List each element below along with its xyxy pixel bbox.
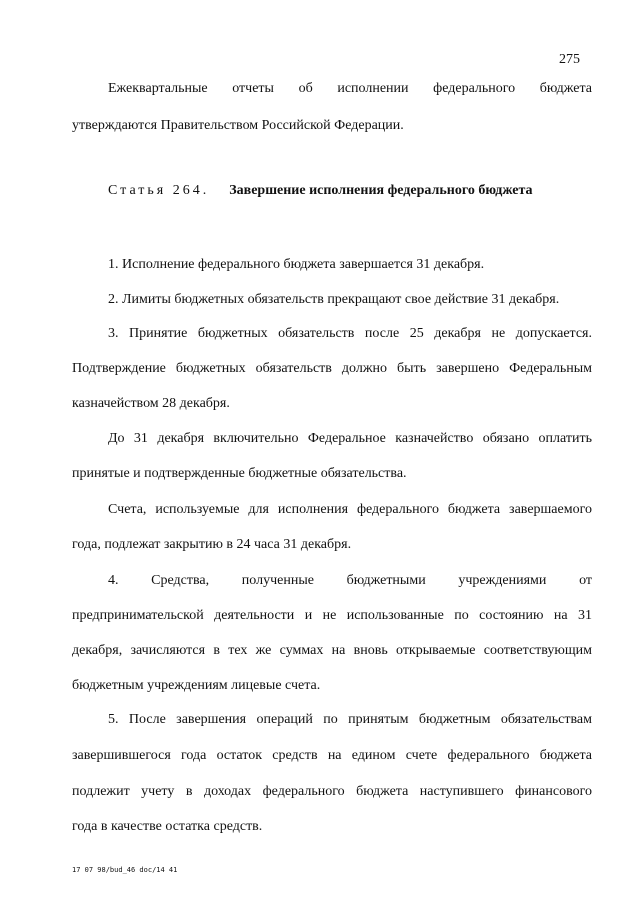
paragraph-7-line-3: подлежит учету в доходах федерального бюджета наступившего финансового <box>72 784 592 799</box>
paragraph-7-line-1: 5. После завершения операций по принятым бюджетным обязательствам <box>108 712 592 727</box>
paragraph-2: 2. Лимиты бюджетных обязательств прекращают свое действие 31 декабря. <box>108 292 560 307</box>
paragraph-1: 1. Исполнение федерального бюджета завершается 31 декабря. <box>108 257 485 272</box>
paragraph-3-line-2: Подтверждение бюджетных обязательств должно быть завершено Федеральным <box>72 361 592 376</box>
paragraph-7-line-4: года в качестве остатка средств. <box>72 819 263 834</box>
paragraph-6-line-2: предпринимательской деятельности и не использованные по состоянию на 31 <box>72 608 592 623</box>
paragraph-3-line-3: казначейством 28 декабря. <box>72 396 230 411</box>
paragraph-6-line-1: 4. Средства, полученные бюджетными учреждениями от <box>108 573 592 588</box>
paragraph-4-line-2: принятые и подтвержденные бюджетные обязательства. <box>72 466 407 481</box>
paragraph-4-line-1: До 31 декабря включительно Федеральное казначейство обязано оплатить <box>108 431 592 446</box>
intro-line-1: Ежеквартальные отчеты об исполнении федерального бюджета <box>108 81 592 96</box>
paragraph-5-line-1: Счета, используемые для исполнения федерального бюджета завершаемого <box>108 502 592 517</box>
footer-file-reference: 17 07 98/bud_46 doc/14 41 <box>72 866 178 874</box>
paragraph-6-line-4: бюджетным учреждениям лицевые счета. <box>72 678 321 693</box>
paragraph-7-line-2: завершившегося года остаток средств на едином счете федерального бюджета <box>72 748 592 763</box>
article-heading <box>108 182 592 200</box>
paragraph-5-line-2: года, подлежат закрытию в 24 часа 31 декабря. <box>72 537 352 552</box>
article-title: Завершение исполнения федерального бюджета <box>229 183 533 198</box>
intro-line-2: утверждаются Правительством Российской Федерации. <box>72 118 404 133</box>
paragraph-3-line-1: 3. Принятие бюджетных обязательств после 25 декабря не допускается. <box>108 326 592 341</box>
page-number: 275 <box>559 52 580 67</box>
article-number: Статья 264. <box>108 183 210 198</box>
paragraph-6-line-3: декабря, зачисляются в тех же суммах на вновь открываемые соответствующим <box>72 643 592 658</box>
